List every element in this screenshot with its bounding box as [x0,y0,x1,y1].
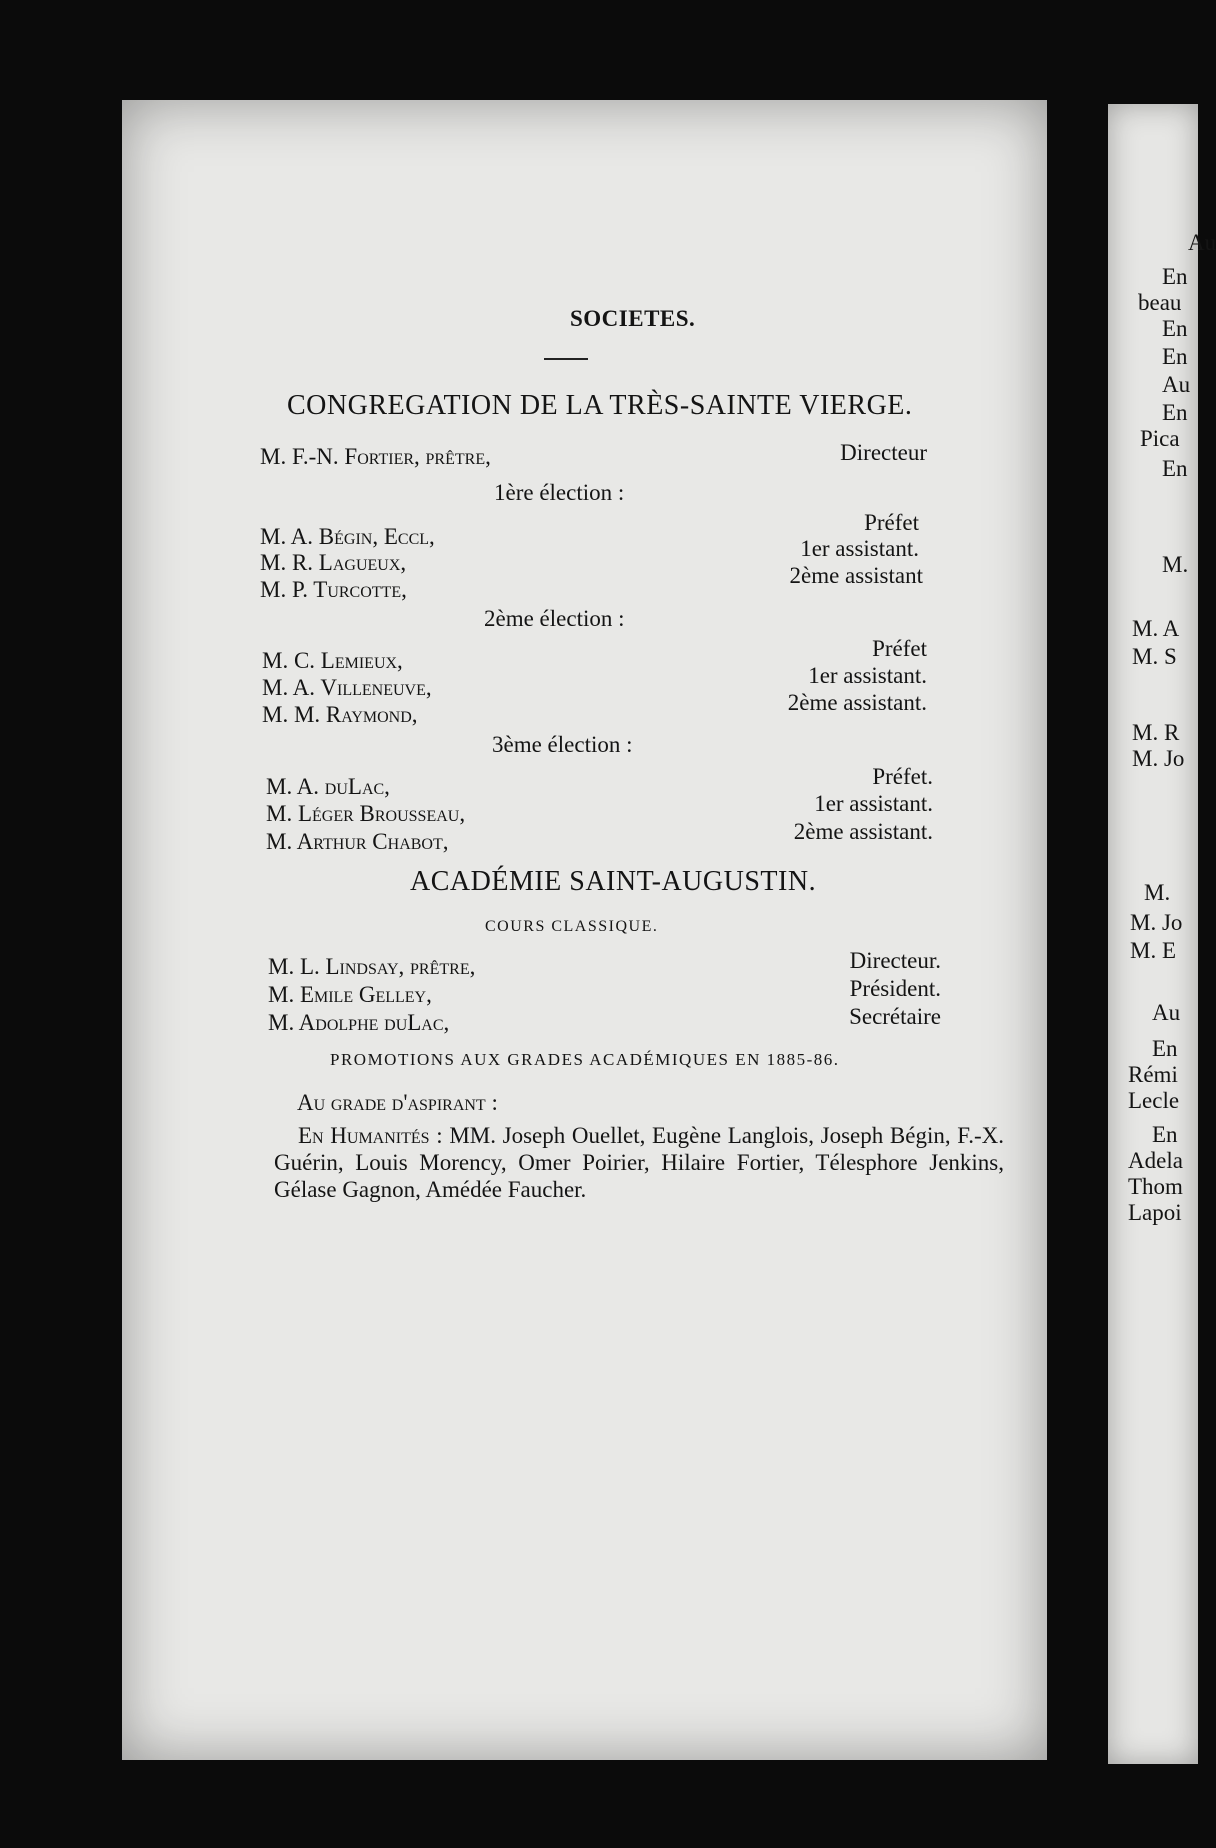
member-role: 1er assistant. [808,663,927,688]
fragment: Adela [1128,1148,1183,1173]
humanites-label: En Humanités : [298,1123,443,1148]
fragment: En [1162,344,1188,369]
fragment: M. A [1132,616,1180,641]
officer-name: M. Adolphe duLac, [268,1010,450,1035]
member-role: 2ème assistant [789,563,923,588]
member-role: Préfet [864,510,919,535]
officer-name: M. Emile Gelley, [268,982,432,1007]
member-role: 2ème assistant. [793,819,933,844]
humanites-paragraph [274,1122,1004,1203]
fragment: M. S [1132,644,1177,669]
fragment: M. Jo [1130,910,1183,935]
fragment: En [1152,1036,1178,1061]
fragment: Au [1162,372,1191,397]
fragment: Lapoi [1128,1200,1182,1225]
officer-role: Secrétaire [849,1004,941,1029]
member-name: M. Arthur Chabot, [266,829,449,854]
fragment: En [1162,400,1188,425]
member-role: 1er assistant. [800,536,919,561]
fragment: beau [1138,290,1182,315]
member-role: Préfet [872,636,927,661]
fragment: En [1162,316,1188,341]
fragment: M. Jo [1132,746,1185,771]
officer-name: M. L. Lindsay, prêtre, [268,954,476,979]
election-2-label: 2ème élection : [484,606,625,631]
fragment: Au [1152,1000,1181,1025]
fragment: En [1152,1122,1178,1147]
academie-heading: ACADÉMIE SAINT-AUGUSTIN. [410,866,817,897]
fragment: En [1162,456,1188,481]
fragment: Au [1188,230,1216,255]
adjacent-page-edge [1108,104,1216,1764]
section-title: SOCIETES. [570,306,696,331]
fragment: M. R [1132,720,1180,745]
fragment: Rémi [1128,1062,1178,1087]
fragment: En [1162,264,1188,289]
humanites-text: MM. Joseph Ouellet, Eugène Langlois, Joseph Bégin, F.-X. Guérin, Louis Morency, Omer Poirier, Hilaire Fortier, Télesphore Jenkins, Gélase Gagnon, Amédée Faucher. [274,1123,1004,1202]
member-name: M. R. Lagueux, [260,550,407,575]
fragment: M. E [1130,938,1176,963]
officer-role: Directeur. [849,948,941,973]
election-3-label: 3ème élection : [492,732,633,757]
member-role: 2ème assistant. [787,690,927,715]
member-name: M. A. Bégin, Eccl, [260,524,435,549]
member-name: M. M. Raymond, [262,702,418,727]
fragment: M. [1144,880,1171,905]
promotions-heading: PROMOTIONS AUX GRADES ACADÉMIQUES EN 1885-86. [330,1050,840,1069]
director-name: M. F.-N. Fortier, prêtre, [260,444,491,469]
grade-heading: Au grade d'aspirant : [297,1090,498,1115]
officer-role: Président. [849,976,941,1001]
fragment: Lecle [1128,1088,1180,1113]
member-name: M. A. Villeneuve, [262,675,432,700]
member-role: 1er assistant. [814,791,933,816]
election-1-label: 1ère élection : [494,480,625,505]
divider-rule [544,358,588,360]
fragment: Thom [1128,1174,1183,1199]
fragment: Pica [1140,426,1180,451]
member-name: M. A. duLac, [266,774,390,799]
member-name: M. P. Turcotte, [260,577,407,602]
congregation-heading: CONGREGATION DE LA TRÈS-SAINTE VIERGE. [287,390,913,421]
member-role: Préfet. [872,764,933,789]
fragment: M. [1162,552,1189,577]
academie-subheading: COURS CLASSIQUE. [485,918,659,935]
book-page [122,100,1047,1760]
director-role: Directeur [840,440,927,465]
member-name: M. C. Lemieux, [262,648,403,673]
member-name: M. Léger Brousseau, [266,801,466,826]
